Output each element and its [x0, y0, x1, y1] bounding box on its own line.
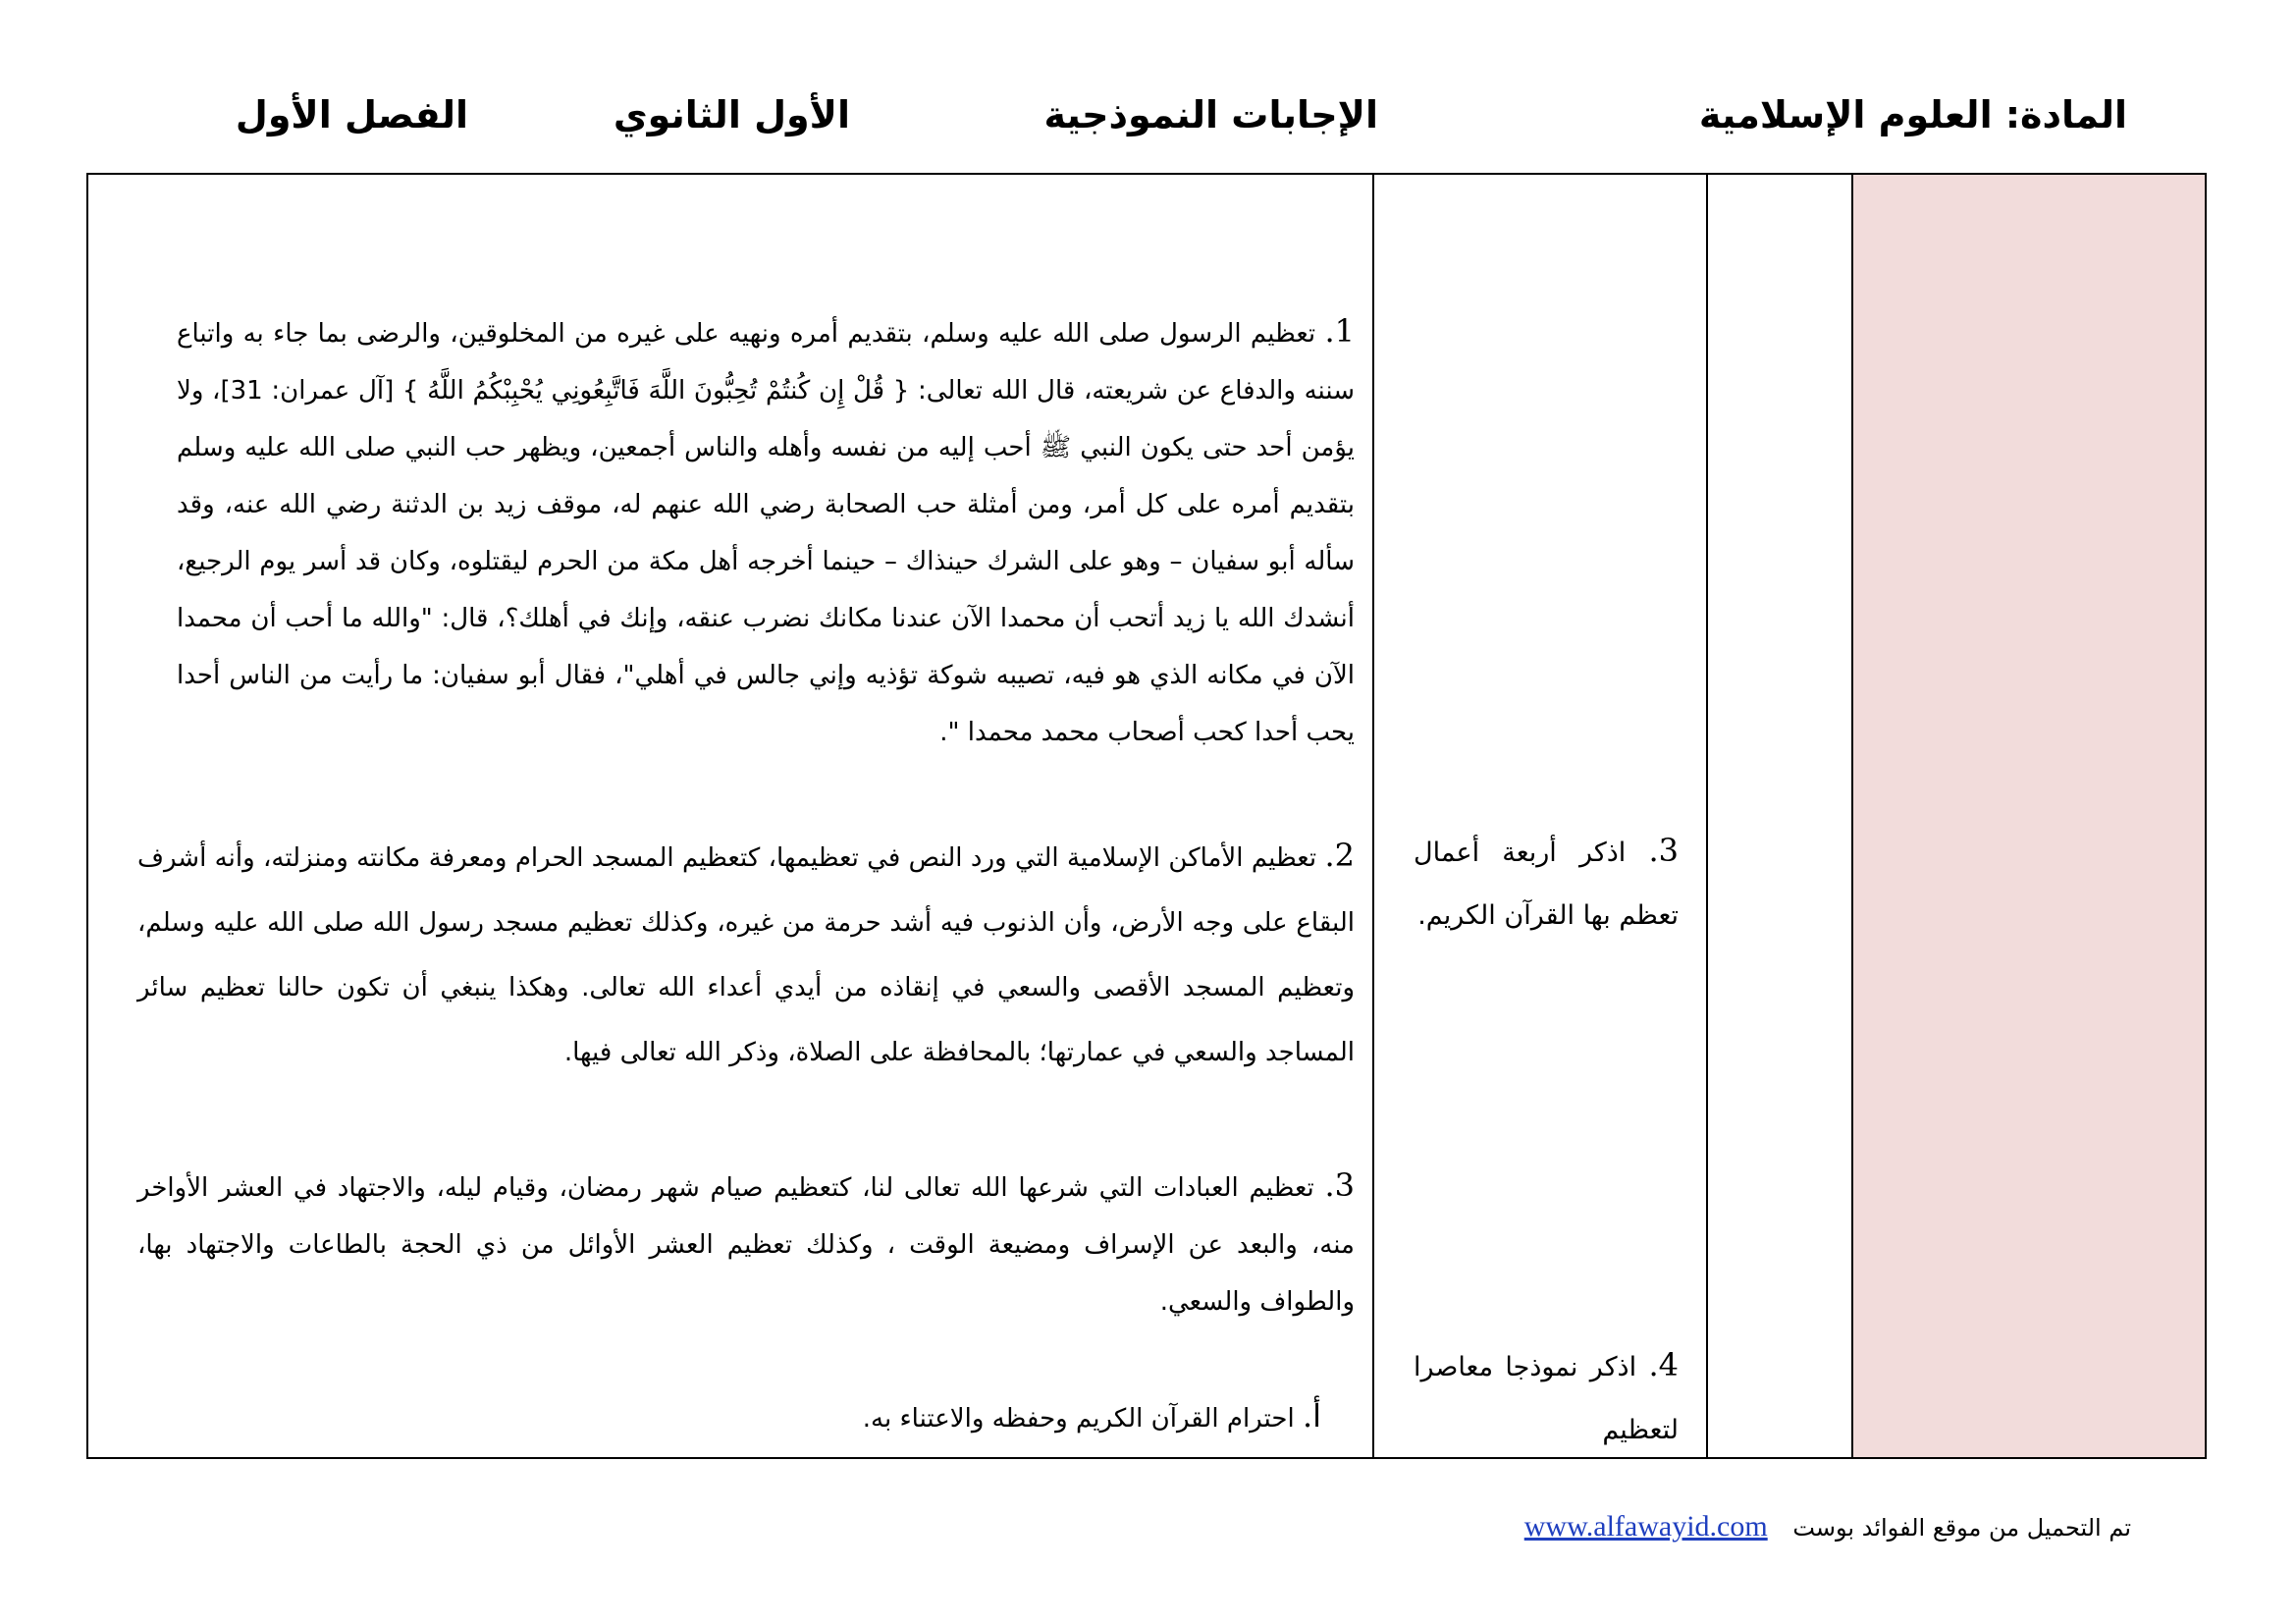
answer-2-text: تعظيم الأماكن الإسلامية التي ورد النص في تعظيمها، كتعظيم المسجد الحرام ومعرفة مكانته ومنزلته، وأنه أشرف البقاع على وجه الأرض، وأن الذنوب فيه أشد حرمة من غيره، وكذلك تعظيم مسجد رسول الله صلى الله عليه وسلم، وتعظيم المسجد الأقصى والسعي في إنقاذه من أيدي أعداء الله تعالى. وهكذا ينبغي أن تكون حالنا تعظيم سائر المساجد والسعي في عمارتها؛ بالمحافظة على الصلاة، وذكر الله تعالى فيها.	[137, 843, 1355, 1067]
grade-label: الأول الثانوي	[613, 93, 850, 136]
question-4	[1414, 1333, 1679, 1462]
answer-1-number: 1.	[1324, 312, 1356, 350]
answer-a-number: أ.	[1302, 1397, 1321, 1435]
answer-column	[88, 175, 1372, 1457]
question-3	[1414, 819, 1679, 947]
question-3-number: 3.	[1648, 832, 1679, 869]
answer-1-text: تعظيم الرسول صلى الله عليه وسلم، بتقديم أمره ونهيه على غيره من المخلوقين، والرضى بما جاء به واتباع سننه والدفاع عن شريعته، قال الله تعالى: { قُلْ إِن كُنتُمْ تُحِبُّونَ اللَّهَ فَاتَّبِعُونِي يُحْبِبْكُمُ اللَّهُ } [آل عمران: 31]، ولا يؤمن أحد حتى يكون النبي ﷺ أحب إليه من نفسه وأهله والناس أجمعين، ويظهر حب النبي صلى الله عليه وسلم بتقديم أمره على كل أمر، ومن أمثلة حب الصحابة رضي الله عنهم له، موقف زيد بن الدثنة رضي الله عنه، وقد سأله أبو سفيان – وهو على الشرك حينذاك – حينما أخرجه أهل مكة من الحرم ليقتلوه، وكان قد أسر يوم الرجيع، أنشدك الله يا زيد أتحب أن محمدا الآن عندنا مكانك نضرب عنقه، وإنك في أهلك؟، قال: "والله ما أحب أن محمدا الآن في مكانه الذي هو فيه، تصيبه شوكة تؤذيه وإني جالس في أهلي"، فقال أبو سفيان: ما رأيت من الناس أحدا يحب أحدا كحب أصحاب محمد محمدا ".	[177, 319, 1355, 747]
question-column	[1372, 175, 1706, 1457]
answer-3-number: 3.	[1324, 1166, 1356, 1204]
question-3-text: اذكر أربعة أعمال تعظم بها القرآن الكريم.	[1414, 838, 1679, 931]
subject-title: المادة: العلوم الإسلامية	[1698, 93, 2127, 136]
answer-item-2	[137, 823, 1355, 1085]
answer-item-a	[241, 1387, 1321, 1447]
page-header	[0, 93, 2296, 152]
page-footer	[1524, 1510, 2131, 1543]
footer-site-link[interactable]: www.alfawayid.com	[1523, 1510, 1768, 1543]
answer-2-number: 2.	[1324, 837, 1355, 874]
question-4-number: 4.	[1648, 1346, 1679, 1383]
answer-item-3	[137, 1157, 1355, 1330]
term-label: الفصل الأول	[235, 93, 468, 136]
answer-3-text: تعظيم العبادات التي شرعها الله تعالى لنا، كتعظيم صيام شهر رمضان، وقيام ليله، والاجتهاد في العشر الأواخر منه، والبعد عن الإسراف ومضيعة الوقت ، وكذلك تعظيم العشر الأوائل من ذي الحجة بالطاعات والاجتهاد بها، والطواف والسعي.	[137, 1173, 1355, 1317]
answer-a-text: احترام القرآن الكريم وحفظه والاعتناء به.	[862, 1404, 1295, 1434]
answer-table	[86, 173, 2207, 1459]
shaded-column	[1851, 175, 2205, 1457]
question-4-text: اذكر نموذجا معاصرا لتعظيم	[1414, 1352, 1679, 1445]
footer-note: تم التحميل من موقع الفوائد بوست	[1792, 1514, 2131, 1542]
answer-item-1	[177, 302, 1355, 761]
document-title: الإجابات النموذجية	[1043, 93, 1378, 136]
empty-column	[1706, 175, 1851, 1457]
